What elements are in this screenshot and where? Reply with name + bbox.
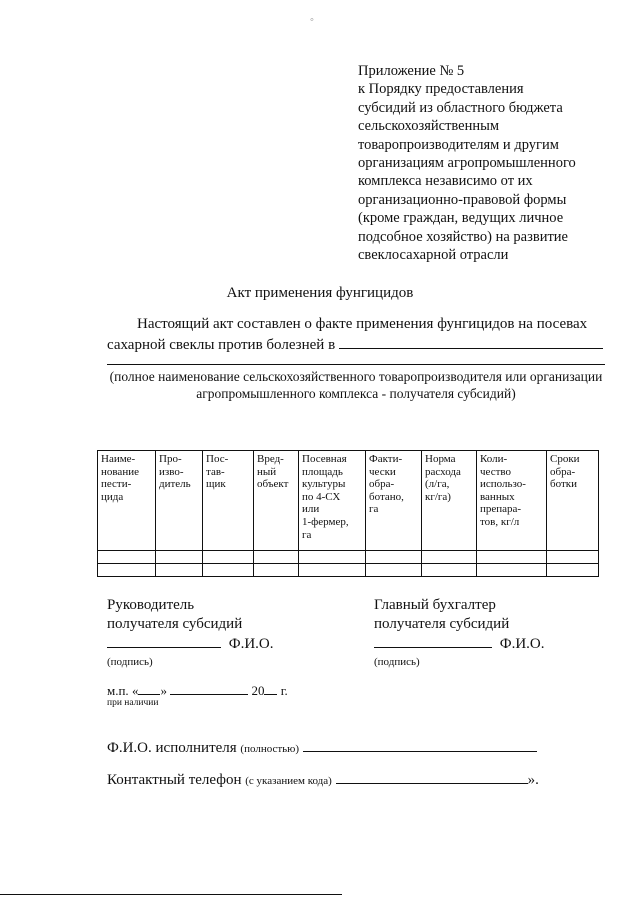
month-field[interactable] <box>170 683 248 695</box>
appendix-line: Приложение № 5 <box>358 63 465 79</box>
header-label-line: обра- <box>369 478 395 491</box>
header-harmful-object <box>254 451 299 551</box>
phone-line <box>107 770 539 791</box>
table-cell[interactable] <box>422 564 477 577</box>
header-label-line: 1-фермер, <box>302 515 349 528</box>
table-cell[interactable] <box>98 551 156 564</box>
table-cell[interactable] <box>254 551 299 564</box>
header-label-line: цида <box>101 490 124 503</box>
executor-line <box>107 738 537 759</box>
appendix-line: комплекса независимо от их <box>358 173 533 190</box>
table-cell[interactable] <box>366 551 422 564</box>
table-row <box>98 564 599 577</box>
table-cell[interactable] <box>477 551 547 564</box>
table-cell[interactable] <box>477 564 547 577</box>
head-fio-label: Ф.И.О. <box>228 636 274 652</box>
accountant-fio-label: Ф.И.О. <box>499 636 545 652</box>
close-quote: » <box>160 683 167 698</box>
fungicide-table <box>97 450 599 577</box>
header-application-rate <box>422 451 477 551</box>
stamp-label: м.п. <box>107 683 129 698</box>
year-suffix: г. <box>280 683 288 698</box>
header-label-line: Сроки <box>550 453 580 465</box>
header-label-line: культуры <box>302 478 346 491</box>
header-label-line: использо- <box>480 478 526 491</box>
table-cell[interactable] <box>299 551 366 564</box>
accountant-signature-label: (подпись) <box>374 656 420 668</box>
phone-hint: (с указанием кода) <box>245 775 332 787</box>
header-label-line: Про- <box>159 453 182 465</box>
recipient-name-field-continued[interactable] <box>107 364 605 365</box>
header-label-line: расхода <box>425 465 461 478</box>
phone-end: ». <box>527 772 539 788</box>
head-title-line-1: Руководитель <box>107 597 195 613</box>
header-label-line: Посевная <box>302 453 347 465</box>
year-field[interactable] <box>264 683 277 695</box>
header-label-line: тав- <box>206 465 225 478</box>
appendix-line: организационно-правовой формы <box>358 191 567 208</box>
intro-paragraph <box>107 315 617 355</box>
footer-divider <box>0 894 342 895</box>
recipient-note-line-1: (полное наименование сельскохозяйственного товаропроизводителя или организации <box>109 369 603 384</box>
header-label-line: или <box>302 503 320 516</box>
header-sown-area <box>299 451 366 551</box>
page-mark: ◦ <box>310 14 314 26</box>
header-label-line: Норма <box>425 453 456 465</box>
header-label-line: тов, кг/л <box>480 515 520 528</box>
header-label-line: кг/га) <box>425 490 451 503</box>
header-label-line: нование <box>101 465 139 478</box>
recipient-note <box>107 369 605 402</box>
head-signature-line <box>107 634 274 654</box>
accountant-title-line-2: получателя субсидий <box>374 616 510 632</box>
table-cell[interactable] <box>203 551 254 564</box>
table-header-row <box>98 451 599 551</box>
table-cell[interactable] <box>203 564 254 577</box>
head-signature-field[interactable] <box>107 634 221 648</box>
table-cell[interactable] <box>156 564 203 577</box>
document-title: Акт применения фунгицидов <box>226 285 414 301</box>
accountant-signature-field[interactable] <box>374 634 492 648</box>
header-label-line: ный <box>257 465 277 478</box>
head-title-line-2: получателя субсидий <box>107 616 243 632</box>
open-quote: « <box>131 683 139 698</box>
head-signature-block <box>107 596 274 654</box>
accountant-signature-block <box>374 596 545 654</box>
intro-line-1: Настоящий акт составлен о факте применения фунгицидов на посевах <box>137 316 588 332</box>
phone-field[interactable] <box>336 770 528 784</box>
header-label-line: Наиме- <box>101 453 136 465</box>
table-cell[interactable] <box>299 564 366 577</box>
accountant-signature-line <box>374 634 545 654</box>
day-field[interactable] <box>138 683 160 695</box>
header-supplier <box>203 451 254 551</box>
appendix-line: (кроме граждан, ведущих личное <box>358 210 564 227</box>
table-cell[interactable] <box>254 564 299 577</box>
header-label-line: щик <box>206 478 226 491</box>
accountant-title-line-1: Главный бухгалтер <box>374 597 496 613</box>
header-label-line: Коли- <box>480 453 508 465</box>
header-pesticide-name <box>98 451 156 551</box>
recipient-note-line-2: агропромышленного комплекса - получателя субсидий) <box>196 385 516 401</box>
header-label-line: га <box>302 528 312 541</box>
header-label-line: чество <box>480 465 511 478</box>
appendix-line: подсобное хозяйство) на развитие <box>358 228 568 245</box>
header-manufacturer <box>156 451 203 551</box>
stamp-note: при наличии <box>107 698 159 708</box>
appendix-line: свеклосахарной отрасли <box>358 247 509 264</box>
header-label-line: изво- <box>159 465 184 478</box>
header-treated-area <box>366 451 422 551</box>
appendix-line: организациям агропромышленного <box>358 155 576 172</box>
table-cell[interactable] <box>98 564 156 577</box>
header-label-line: Факти- <box>369 453 403 465</box>
table-row <box>98 551 599 564</box>
executor-name-field[interactable] <box>303 738 537 752</box>
head-signature-label: (подпись) <box>107 656 153 668</box>
appendix-line: субсидий из областного бюджета <box>358 99 563 116</box>
table-cell[interactable] <box>156 551 203 564</box>
header-label-line: ботки <box>550 478 577 491</box>
appendix-line: к Порядку предоставления <box>358 81 524 98</box>
recipient-name-field[interactable] <box>339 334 603 349</box>
header-label-line: (л/га, <box>425 478 450 491</box>
intro-line-2-text: сахарной свеклы против болезней в <box>107 337 336 353</box>
year-prefix: 20 <box>251 683 265 698</box>
header-label-line: чески <box>369 465 396 478</box>
header-quantity-used <box>477 451 547 551</box>
header-label-line: препара- <box>480 503 522 516</box>
table-cell[interactable] <box>366 564 422 577</box>
header-treatment-dates <box>547 451 599 551</box>
header-label-line: площадь <box>302 465 343 478</box>
header-label-line: дитель <box>159 478 191 491</box>
appendix-line: сельскохозяйственным <box>358 118 500 135</box>
header-label-line: обра- <box>550 465 576 478</box>
executor-label: Ф.И.О. исполнителя <box>107 740 237 756</box>
header-label-line: га <box>369 503 379 516</box>
header-label-line: Пос- <box>206 453 229 465</box>
table-cell[interactable] <box>547 564 599 577</box>
intro-line-2 <box>107 334 617 355</box>
table-cell[interactable] <box>422 551 477 564</box>
header-label-line: ботано, <box>369 490 404 503</box>
stamp-date-line <box>107 683 288 699</box>
appendix-line: товаропроизводителям и другим <box>358 136 559 153</box>
executor-hint: (полностью) <box>240 743 300 755</box>
header-label-line: пести- <box>101 478 132 491</box>
phone-label: Контактный телефон <box>107 772 242 788</box>
header-label-line: ванных <box>480 490 515 503</box>
header-label-line: по 4-СХ <box>302 490 341 503</box>
appendix-header <box>358 62 633 264</box>
header-label-line: объект <box>257 478 289 491</box>
table-cell[interactable] <box>547 551 599 564</box>
header-label-line: Вред- <box>257 453 284 465</box>
